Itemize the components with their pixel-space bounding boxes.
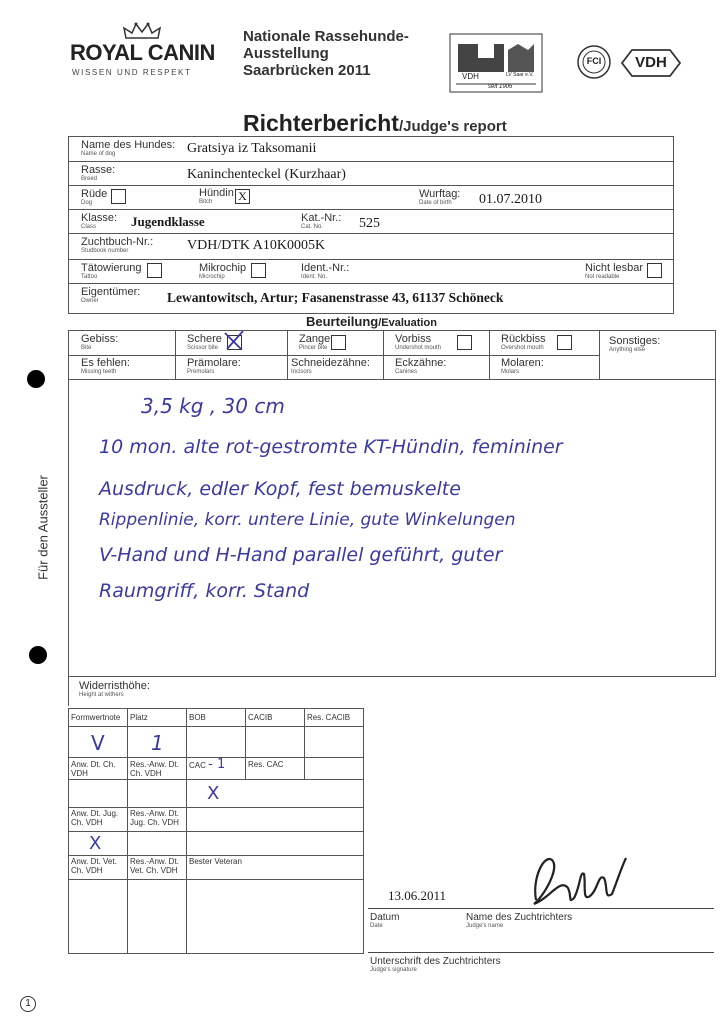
- handwritten-line-5: V-Hand und H-Hand parallel geführt, guter: [99, 544, 503, 566]
- grid-vet-ch: Anw. Dt. Vet. Ch. VDH: [71, 857, 117, 875]
- male-checkbox[interactable]: [111, 189, 126, 204]
- brand-tagline: WISSEN UND RESPEKT: [72, 68, 192, 77]
- evaluation-text-area: [68, 378, 716, 677]
- grid-cac: [189, 757, 226, 772]
- grid-header-bob: BOB: [189, 713, 206, 722]
- scissor-check-mark-icon: [221, 329, 247, 351]
- vdh-badge: [620, 48, 682, 78]
- owner-value: Lewantowitsch, Artur; Fasanenstrasse 43, 61137 Schöneck: [167, 290, 504, 305]
- grid-jug-ch: Anw. Dt. Jug. Ch. VDH: [71, 809, 119, 827]
- handwritten-line-4: Rippenlinie, korr. untere Linie, gute Winkelungen: [99, 510, 516, 530]
- report-title-en: /Judge's report: [398, 118, 507, 135]
- incisor-label: Schneidezähne: Incisors: [291, 357, 370, 375]
- event-line3: Saarbrücken 2011: [243, 62, 371, 79]
- unreadable-label: Nicht lesbar Not readable: [585, 262, 644, 280]
- withers-section: [68, 676, 715, 706]
- missing-label: Es fehlen: Missing teeth: [81, 357, 130, 375]
- evaluation-title-de: Beurteilung: [306, 314, 379, 329]
- event-line2: Ausstellung: [243, 45, 329, 62]
- grid-resvet-ch: Res.-Anw. Dt. Vet. Ch. VDH: [130, 857, 179, 875]
- signature-label: Unterschrift des Zuchtrichters Judge's signature: [370, 956, 501, 973]
- tattoo-label: Tätowierung Tattoo: [81, 262, 142, 280]
- grid-resjug-ch: Res.-Anw. Dt. Jug. Ch. VDH: [130, 809, 179, 827]
- date-label: Datum Date: [370, 912, 400, 929]
- chip-checkbox[interactable]: [251, 263, 266, 278]
- female-label: Hündin Bitch: [199, 187, 234, 205]
- tattoo-checkbox[interactable]: [147, 263, 162, 278]
- class-label: Klasse: Class: [81, 212, 118, 230]
- fci-text: FCI: [586, 56, 602, 66]
- grid-header-cacib: CACIB: [248, 713, 273, 722]
- bite-label: Gebiss: Bite: [81, 333, 119, 351]
- report-title-de: Richterbericht: [243, 110, 399, 136]
- female-checkbox[interactable]: X: [235, 189, 250, 204]
- evaluation-title: [306, 313, 437, 331]
- male-label: Rüde Dog: [81, 188, 108, 206]
- overshot-label: Rückbiss Overshot mouth: [501, 333, 546, 351]
- bite-table: [68, 330, 716, 380]
- grid-header-rescacib: Res. CACIB: [307, 713, 351, 722]
- punch-hole-top: [27, 370, 45, 388]
- scissor-label: Schere Scissor bite: [187, 333, 222, 351]
- jug-cross-mark: X: [89, 833, 102, 854]
- brand-name: ROYAL CANIN: [70, 40, 215, 65]
- dog-name-label: Name des Hundes: Name of dog: [81, 139, 176, 157]
- place-value: 1: [151, 731, 164, 755]
- grade-value: V: [91, 731, 105, 755]
- ident-label: Ident.-Nr.: Ident. No.: [301, 262, 350, 280]
- result-grid: [68, 708, 364, 954]
- handwritten-line-1: 3,5 kg , 30 cm: [141, 394, 285, 418]
- handwritten-line-6: Raumgriff, korr. Stand: [99, 580, 310, 602]
- canine-label: Eckzähne: Canines: [395, 357, 447, 375]
- vdh-saar-text: LV Saar e.V.: [506, 72, 534, 78]
- handwritten-line-3: Ausdruck, edler Kopf, fest bemuskelte: [99, 478, 461, 500]
- premolar-label: Prämolare: Premolars: [187, 357, 241, 375]
- vdh-since: seit 1906: [488, 84, 513, 90]
- unreadable-checkbox[interactable]: [647, 263, 662, 278]
- withers-label: Widerristhöhe: Height at withers: [79, 680, 150, 698]
- grid-resanw-ch: Res.-Anw. Dt. Ch. VDH: [130, 760, 179, 778]
- studbook-value: VDH/DTK A10K0005K: [187, 238, 326, 253]
- punch-hole-bottom: [29, 646, 47, 664]
- crown-icon: [122, 22, 162, 40]
- date-value: 13.06.2011: [388, 888, 447, 903]
- undershot-checkbox[interactable]: [457, 335, 472, 350]
- handwritten-line-2: 10 mon. alte rot-gestromte KT-Hündin, femininer: [99, 436, 563, 458]
- dob-value: 01.07.2010: [479, 192, 542, 207]
- grid-cac-value: - 1: [208, 757, 226, 772]
- cat-value: 525: [359, 216, 380, 231]
- vdh-badge-text: VDH: [635, 54, 667, 71]
- event-line1: Nationale Rassehunde-: [243, 28, 409, 45]
- other-label: Sonstiges: Anything else: [609, 335, 661, 353]
- grid-header-place: Platz: [130, 713, 148, 722]
- fci-logo: [576, 44, 612, 80]
- owner-label: Eigentümer: Owner: [81, 286, 141, 304]
- undershot-label: Vorbiss Undershot mouth: [395, 333, 442, 351]
- pincer-checkbox[interactable]: [331, 335, 346, 350]
- dob-label: Wurftag: Date of birth: [419, 188, 461, 206]
- pincer-label: Zange Pincer bite: [299, 333, 331, 351]
- overshot-checkbox[interactable]: [557, 335, 572, 350]
- cac-cross-mark: X: [207, 783, 220, 804]
- studbook-label: Zuchtbuch-Nr.: Studbook number: [81, 236, 154, 254]
- molar-label: Molaren: Molars: [501, 357, 544, 375]
- grid-anw-ch: Anw. Dt. Ch. VDH: [71, 760, 116, 778]
- judge-name-label: Name des Zuchtrichters Judge's name: [466, 912, 573, 929]
- class-value: Jugendklasse: [131, 214, 205, 229]
- grid-best-veteran: Bester Veteran: [189, 857, 242, 866]
- grid-cac-label: CAC: [189, 761, 206, 770]
- breed-label: Rasse: Breed: [81, 164, 116, 182]
- dog-info-table: [68, 136, 674, 314]
- dog-name-value: Gratsiya iz Taksomanii: [187, 141, 317, 156]
- evaluation-title-en: /Evaluation: [378, 317, 437, 329]
- event-title: [243, 28, 409, 79]
- grid-header-grade: Formwertnote: [71, 713, 121, 722]
- grid-rescac: Res. CAC: [248, 760, 284, 769]
- cat-label: Kat.-Nr.: Cat. No.: [301, 212, 342, 230]
- vdh-logo-text: VDH: [462, 72, 479, 81]
- breed-value: Kaninchenteckel (Kurzhaar): [187, 167, 346, 182]
- vdh-saar-logo: [448, 32, 544, 94]
- chip-label: Mikrochip Microchip: [199, 262, 247, 280]
- royal-canin-logo: [70, 22, 220, 80]
- page-number: 1: [20, 996, 36, 1012]
- report-title: [243, 110, 507, 137]
- exhibitor-side-label: Für den Aussteller: [35, 475, 51, 580]
